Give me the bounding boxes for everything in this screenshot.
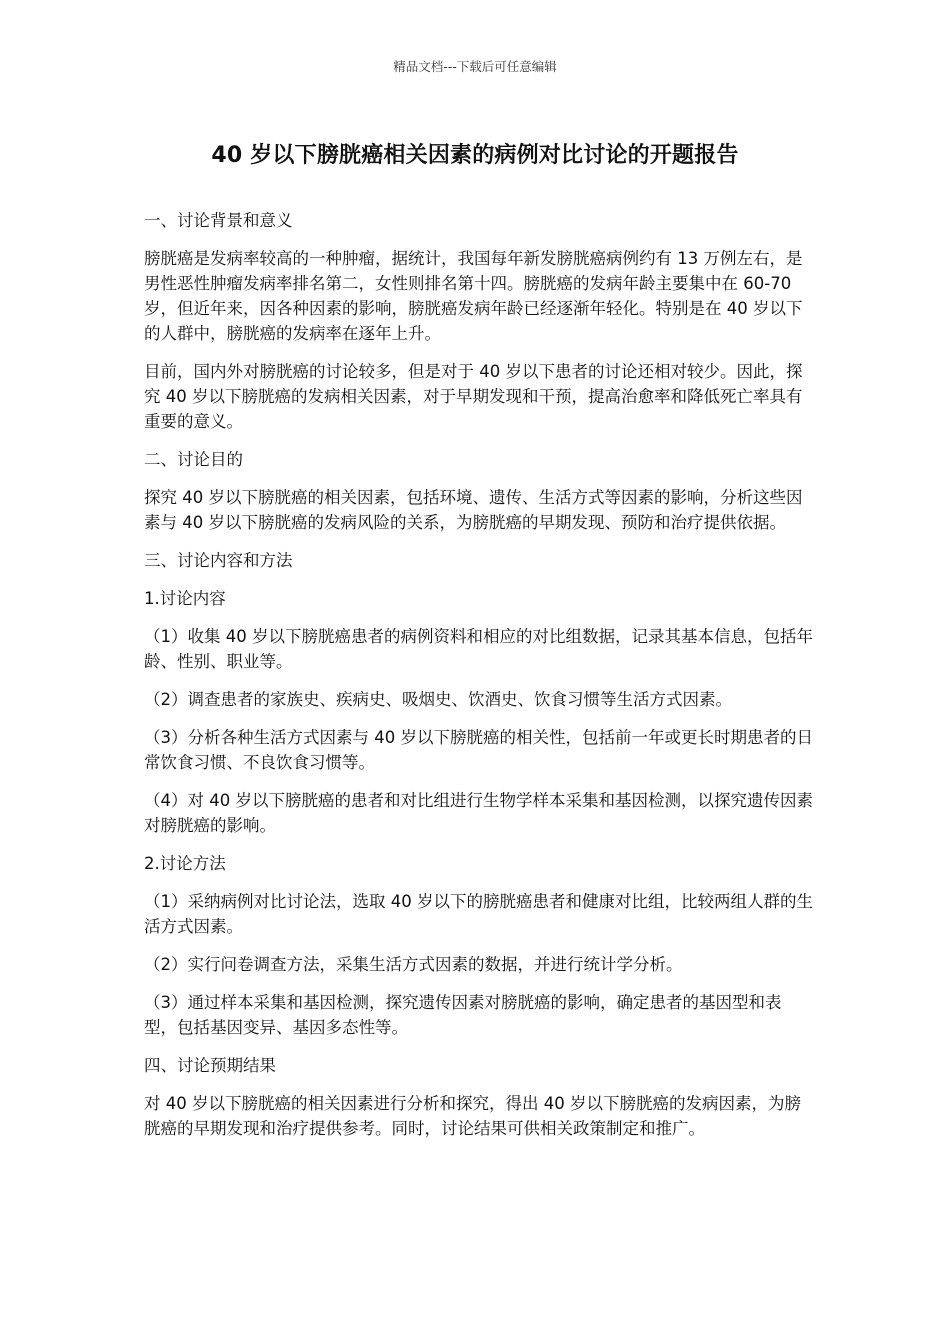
content-item-2: （2）调查患者的家族史、疾病史、吸烟史、饮酒史、饮食习惯等生活方式因素。: [144, 690, 732, 709]
document-body: [144, 208, 814, 1154]
method-item-1: （1）采纳病例对比讨论法，选取 40 岁以下的膀胱癌患者和健康对比组，比较两组人群的生活方式因素。: [144, 892, 813, 936]
section-heading-expected-results: 四、讨论预期结果: [144, 1056, 276, 1075]
subheading-content: 1.讨论内容: [144, 589, 226, 608]
paragraph-background-2: 目前，国内外对膀胱癌的讨论较多，但是对于 40 岁以下患者的讨论还相对较少。因此，探究 40 岁以下膀胱癌的发病相关因素，对于早期发现和干预，提高治愈率和降低死亡率具有重要的意义。: [144, 362, 803, 431]
section-heading-content-methods: 三、讨论内容和方法: [144, 551, 293, 570]
section-heading-purpose: 二、讨论目的: [144, 450, 243, 469]
subheading-methods: 2.讨论方法: [144, 854, 226, 873]
content-item-3: （3）分析各种生活方式因素与 40 岁以下膀胱癌的相关性，包括前一年或更长时期患者的日常饮食习惯、不良饮食习惯等。: [144, 728, 813, 772]
method-item-3: （3）通过样本采集和基因检测，探究遗传因素对膀胱癌的影响，确定患者的基因型和表型，包括基因变异、基因多态性等。: [144, 993, 782, 1037]
content-item-1: （1）收集 40 岁以下膀胱癌患者的病例资料和相应的对比组数据，记录其基本信息，包括年龄、性别、职业等。: [144, 627, 813, 671]
method-item-2: （2）实行问卷调查方法，采集生活方式因素的数据，并进行统计学分析。: [144, 955, 683, 974]
section-heading-background: 一、讨论背景和意义: [144, 211, 293, 230]
paragraph-background-1: 膀胱癌是发病率较高的一种肿瘤，据统计，我国每年新发膀胱癌病例约有 13 万例左右，是男性恶性肿瘤发病率排名第二，女性则排名第十四。膀胱癌的发病年龄主要集中在 60-70 岁，但近年来，因各种因素的影响，膀胱癌发病年龄已经逐渐年轻化。特别是在 40 岁以下的人群中，膀胱癌的发病率在逐年上升。: [144, 249, 803, 343]
paragraph-expected-results: 对 40 岁以下膀胱癌的相关因素进行分析和探究，得出 40 岁以下膀胱癌的发病因素，为膀胱癌的早期发现和治疗提供参考。同时，讨论结果可供相关政策制定和推广。: [144, 1094, 801, 1138]
document-title: 40 岁以下膀胱癌相关因素的病例对比讨论的开题报告: [211, 143, 739, 168]
paragraph-purpose: 探究 40 岁以下膀胱癌的相关因素，包括环境、遗传、生活方式等因素的影响，分析这些因素与 40 岁以下膀胱癌的发病风险的关系，为膀胱癌的早期发现、预防和治疗提供依据。: [144, 488, 803, 532]
content-item-4: （4）对 40 岁以下膀胱癌的患者和对比组进行生物学样本采集和基因检测，以探究遗传因素对膀胱癌的影响。: [144, 791, 813, 835]
header-note: 精品文档---下载后可任意编辑: [393, 59, 557, 74]
